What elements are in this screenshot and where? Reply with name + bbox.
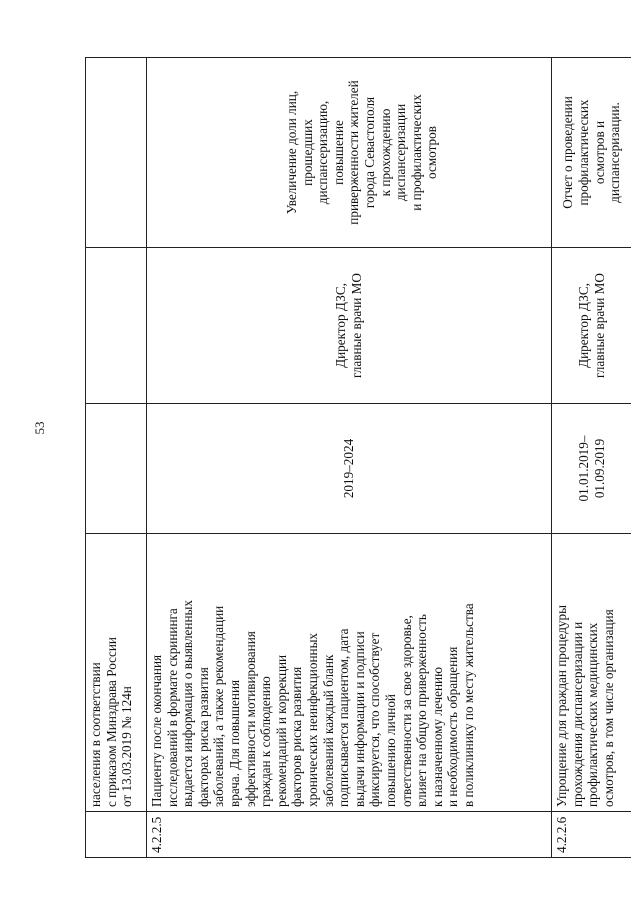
result-line: профилактических: [575, 99, 591, 206]
result-line: прошедших: [299, 119, 315, 186]
description-line: исследований в формате скрининга: [164, 608, 180, 807]
result-line: повышение: [330, 120, 346, 185]
description-line: рекомендаций и коррекции: [273, 654, 289, 807]
cell-description: [147, 534, 552, 812]
description-line: выдачи информации и подписи: [351, 631, 367, 807]
responsible-line: главные врачи МО: [591, 273, 607, 378]
description-line: заболеваний, а также рекомендации: [211, 605, 227, 807]
cell-result: [552, 58, 631, 248]
result-line: осмотров: [424, 126, 440, 179]
table-wrapper: [85, 58, 623, 858]
measures-table: [85, 57, 631, 858]
description-line: подписывается пациентом, дата: [336, 628, 352, 807]
result-line: осмотров и: [591, 120, 607, 185]
description-line: врача. Для повышения: [226, 679, 242, 807]
description-line: влияет на общую приверженность: [414, 614, 430, 807]
description-line: заболеваний каждый бланк: [320, 654, 336, 807]
description-line: хронических неинфекционных: [304, 632, 320, 807]
table-row: [147, 58, 552, 858]
rotated-table-container: [85, 58, 623, 858]
table-row: [86, 58, 147, 858]
cell-num: 4.2.2.5: [147, 812, 552, 858]
result-line: диспансеризацию,: [315, 100, 331, 205]
result-line: диспансеризации.: [607, 102, 623, 203]
description-line: граждан к соблюдению: [258, 676, 274, 807]
result-line: к прохождению: [377, 108, 393, 197]
cell-description: [86, 534, 147, 812]
description-line: Пациенту после окончания: [149, 654, 164, 807]
description-line: повышению личной: [382, 694, 398, 807]
cell-dates: 2019–2024: [147, 404, 552, 534]
description-line: от 13.03.2019 № 124н: [119, 686, 135, 807]
description-line: эффективности мотивирования: [242, 631, 258, 807]
description-line: к назначенному лечению: [429, 667, 445, 807]
cell-description: [552, 534, 631, 812]
description-line: прохождения диспансеризации и: [569, 621, 585, 807]
description-line: факторах риска развития: [195, 667, 211, 807]
responsible-line: Директор ДЗС,: [575, 283, 591, 368]
responsible-line: главные врачи МО: [349, 273, 364, 378]
description-line: с приказом Минздрава России: [103, 637, 119, 807]
cell-dates: [552, 404, 631, 534]
description-line: фиксируется, что способствует: [367, 632, 383, 807]
description-line: Упрощение для граждан процедуры: [554, 605, 569, 807]
cell-num: 4.2.2.6: [552, 812, 631, 858]
cell-num: [86, 812, 147, 858]
page-number: 53: [32, 421, 47, 435]
cell-responsible: [86, 248, 147, 404]
result-line: Отчет о проведении: [560, 96, 576, 209]
date-line: 01.09.2019: [591, 438, 607, 499]
result-line: приверженности жителей: [346, 80, 362, 225]
cell-result: [86, 58, 147, 248]
result-line: и профилактических: [408, 94, 424, 211]
cell-result: [147, 58, 552, 248]
description-line: осмотров, в том числе организация: [600, 609, 616, 807]
table-row: [552, 58, 631, 858]
description-line: профилактических медицинских: [585, 622, 601, 807]
description-line: выдается информация о выявленных: [180, 600, 196, 807]
result-line: города Севастополя: [362, 96, 377, 209]
date-line: 01.01.2019–: [575, 435, 591, 502]
responsible-line: Директор ДЗС,: [333, 283, 349, 368]
description-line: населения в соответствии: [88, 662, 103, 807]
result-line: Увеличение доли лиц,: [284, 90, 300, 215]
description-line: ответственности за свое здоровье,: [398, 615, 414, 807]
description-line: факторов риска развития: [289, 666, 305, 807]
description-line: в поликлинику по месту жительства: [460, 603, 476, 807]
cell-dates: [86, 404, 147, 534]
cell-responsible: [552, 248, 631, 404]
cell-responsible: [147, 248, 552, 404]
result-line: диспансеризации: [393, 103, 409, 202]
description-line: и необходимость обращения: [445, 646, 461, 807]
